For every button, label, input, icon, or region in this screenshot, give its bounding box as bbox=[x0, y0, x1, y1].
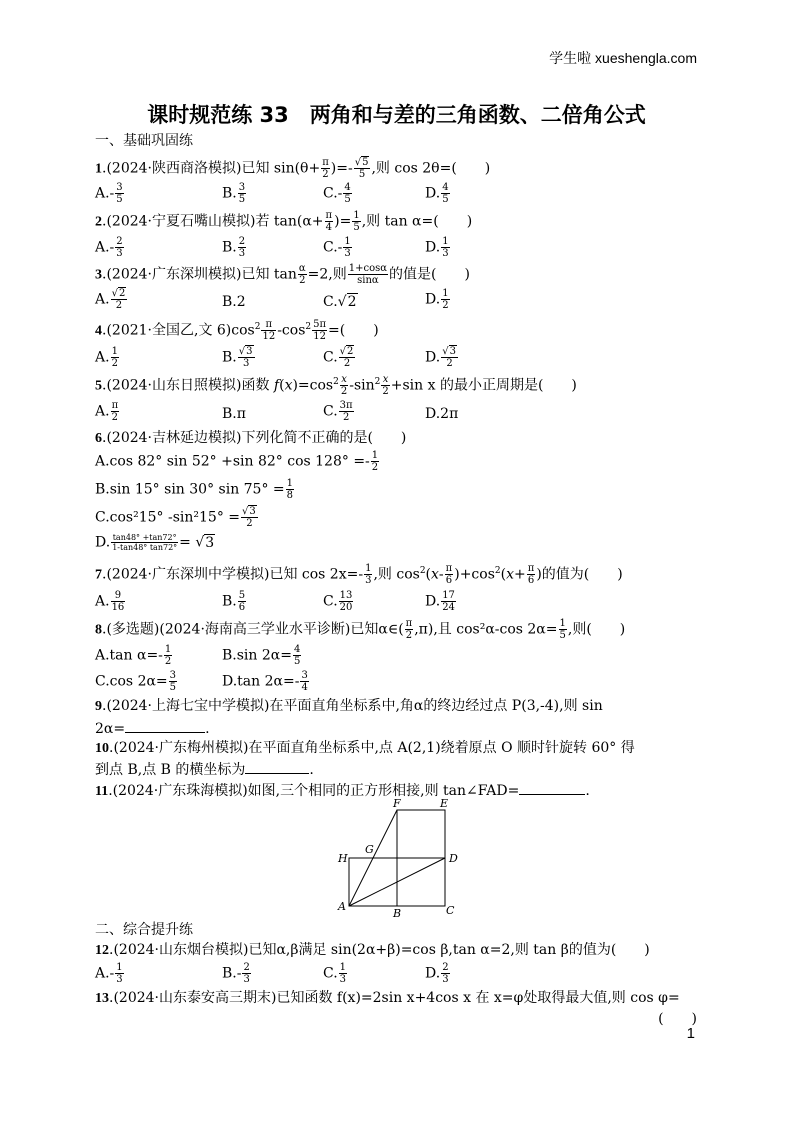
q7-option-d: D. $\frac{17}{24}$ bbox=[425, 590, 455, 613]
q12-option-c: C. $\frac{1}{3}$ bbox=[323, 962, 347, 985]
question-1: 1.(2024·陕西商洛模拟)已知 sin(θ+ $\frac{\pi}{2}$ )=- $\frac{√5}{5}$ ,则 cos 2θ=( ) bbox=[95, 157, 491, 180]
q8-option-d: D.tan 2α=- $\frac{3}{4}$ bbox=[222, 670, 308, 693]
answer-blank[interactable] bbox=[519, 782, 585, 795]
label-b: B bbox=[393, 907, 402, 920]
label-f: F bbox=[393, 797, 401, 810]
q5-option-d: D.2π bbox=[425, 406, 459, 422]
question-8: 8.(多选题)(2024·海南高三学业水平诊断)已知α∈( $\frac{\pi}{2}$ ,π),且 cos²α-cos 2α= $\frac{1}{5}$ ,则( ) bbox=[95, 618, 626, 641]
q1-option-d: D. $\frac{4}{5}$ bbox=[425, 182, 449, 205]
q5-option-c: C. $\frac{3\pi}{2}$ bbox=[323, 400, 353, 423]
label-h: H bbox=[338, 852, 348, 865]
question-11: 11.(2024·广东珠海模拟)如图,三个相同的正方形相接,则 tan∠FAD= . bbox=[95, 783, 590, 799]
square-left bbox=[349, 858, 397, 906]
question-9-line2: 2α= . bbox=[95, 721, 210, 737]
three-squares-figure bbox=[332, 796, 472, 920]
question-13-paren: ( ) bbox=[658, 1011, 697, 1027]
question-12: 12.(2024·山东烟台模拟)已知α,β满足 sin(2α+β)=cos β,tan α=2,则 tan β的值为( ) bbox=[95, 942, 650, 958]
section-advanced: 二、综合提升练 bbox=[95, 922, 193, 938]
question-5: 5.(2024·山东日照模拟)函数 $f(x)=\cos^2$ $\frac{x}{2}$ $-\sin^2$ $\frac{x}{2}$ +sin x 的最小正周期是( ) bbox=[95, 374, 577, 398]
q4-option-c: C. $\frac{√2}{2}$ bbox=[323, 346, 354, 369]
label-g: G bbox=[365, 843, 374, 856]
question-10: 10.(2024·广东梅州模拟)在平面直角坐标系中,点 A(2,1)绕着原点 O 顺时针旋转 60° 得 bbox=[95, 740, 635, 756]
question-7: 7.(2024·广东深圳中学模拟)已知 cos 2x=- $\frac{1}{3}$ ,则 $\cos^2(x-$ $\frac{\pi}{6}$ )$+\cos^2(x+$ $\frac{\pi}{6}$ )的值为( ) bbox=[95, 563, 623, 587]
page-number: 1 bbox=[686, 1025, 695, 1042]
q12-option-d: D. $\frac{2}{3}$ bbox=[425, 962, 449, 985]
q3-option-a: A. $\frac{√2}{2}$ bbox=[95, 288, 126, 311]
question-6: 6.(2024·吉林延边模拟)下列化简不正确的是( ) bbox=[95, 430, 407, 446]
label-a: A bbox=[338, 900, 346, 913]
question-13: 13.(2024·山东泰安高三期末)已知函数 f(x)=2sin x+4cos x 在 x=φ处取得最大值,则 cos φ= bbox=[95, 990, 680, 1006]
q8-option-b: B.sin 2α= $\frac{4}{5}$ bbox=[222, 644, 301, 667]
q1-option-a: A.- $\frac{3}{5}$ bbox=[95, 182, 123, 205]
q12-option-b: B.- $\frac{2}{3}$ bbox=[222, 962, 250, 985]
q4-option-a: A. $\frac{1}{2}$ bbox=[95, 346, 118, 369]
q7-option-b: B. $\frac{5}{6}$ bbox=[222, 590, 246, 613]
q7-option-a: A. $\frac{9}{16}$ bbox=[95, 590, 125, 613]
label-c: C bbox=[446, 904, 455, 917]
q8-option-a: A.tan α=- $\frac{1}{2}$ bbox=[95, 644, 172, 667]
q12-option-a: A.- $\frac{1}{3}$ bbox=[95, 962, 123, 985]
answer-blank[interactable] bbox=[125, 720, 205, 733]
question-10-line2: 到点 B,点 B 的横坐标为 . bbox=[95, 762, 314, 778]
page-title: 课时规范练 33 两角和与差的三角函数、二倍角公式 bbox=[147, 103, 646, 127]
q5-option-b: B.π bbox=[222, 406, 246, 422]
section-basic: 一、基础巩固练 bbox=[95, 133, 193, 149]
watermark: 学生啦 xueshengla.com bbox=[549, 50, 697, 66]
label-d: D bbox=[449, 852, 458, 865]
question-9: 9.(2024·上海七宝中学模拟)在平面直角坐标系中,角α的终边经过点 P(3,-4),则 sin bbox=[95, 698, 603, 714]
q3-option-b: B.2 bbox=[222, 294, 246, 310]
q1-option-b: B. $\frac{3}{5}$ bbox=[222, 182, 246, 205]
answer-blank[interactable] bbox=[245, 761, 309, 774]
q2-option-b: B. $\frac{2}{3}$ bbox=[222, 236, 246, 259]
q7-option-c: C. $\frac{13}{20}$ bbox=[323, 590, 353, 613]
q6-option-d: D. $\frac{\tan 48^\circ +\tan 72^\circ}{1-\tan 48^\circ \tan 72^\circ}$ = √3 bbox=[95, 533, 215, 552]
q4-option-d: D. $\frac{√3}{2}$ bbox=[425, 346, 456, 369]
q4-option-b: B. $\frac{√3}{3}$ bbox=[222, 346, 253, 369]
question-4: 4.(2021·全国乙,文 $6)\cos^2$ $\frac{\pi}{12}$ $-\cos^2$ $\frac{5\pi}{12}$ =( ) bbox=[95, 319, 379, 343]
q6-option-b: B.sin 15° sin 30° sin 75° = $\frac{1}{8}$ bbox=[95, 478, 294, 501]
q5-option-a: A. $\frac{\pi}{2}$ bbox=[95, 400, 119, 423]
square-top bbox=[397, 810, 445, 858]
q2-option-a: A.- $\frac{2}{3}$ bbox=[95, 236, 123, 259]
question-2: 2.(2024·宁夏石嘴山模拟)若 tan(α+ $\frac{\pi}{4}$ )= $\frac{1}{5}$ ,则 tan α=( ) bbox=[95, 210, 473, 233]
q2-option-d: D. $\frac{1}{3}$ bbox=[425, 236, 449, 259]
q1-option-c: C.- $\frac{4}{5}$ bbox=[323, 182, 351, 205]
q3-option-c: C.√2 bbox=[323, 294, 357, 310]
question-3: 3.(2024·广东深圳模拟)已知 tan $\frac{\alpha}{2}$ =2,则 $\frac{1+\cos\alpha}{\sin\alpha}$ 的值是( ) bbox=[95, 263, 470, 286]
q2-option-c: C.- $\frac{1}{3}$ bbox=[323, 236, 351, 259]
q3-option-d: D. $\frac{1}{2}$ bbox=[425, 288, 449, 311]
q8-option-c: C.cos 2α= $\frac{3}{5}$ bbox=[95, 670, 177, 693]
q6-option-a: A.cos 82° sin 52° +sin 82° cos 128° =- $\frac{1}{2}$ bbox=[95, 450, 379, 473]
label-e: E bbox=[440, 797, 449, 810]
q6-option-c: C.cos²15° -sin²15° = $\frac{√3}{2}$ bbox=[95, 506, 256, 529]
square-right bbox=[397, 858, 445, 906]
